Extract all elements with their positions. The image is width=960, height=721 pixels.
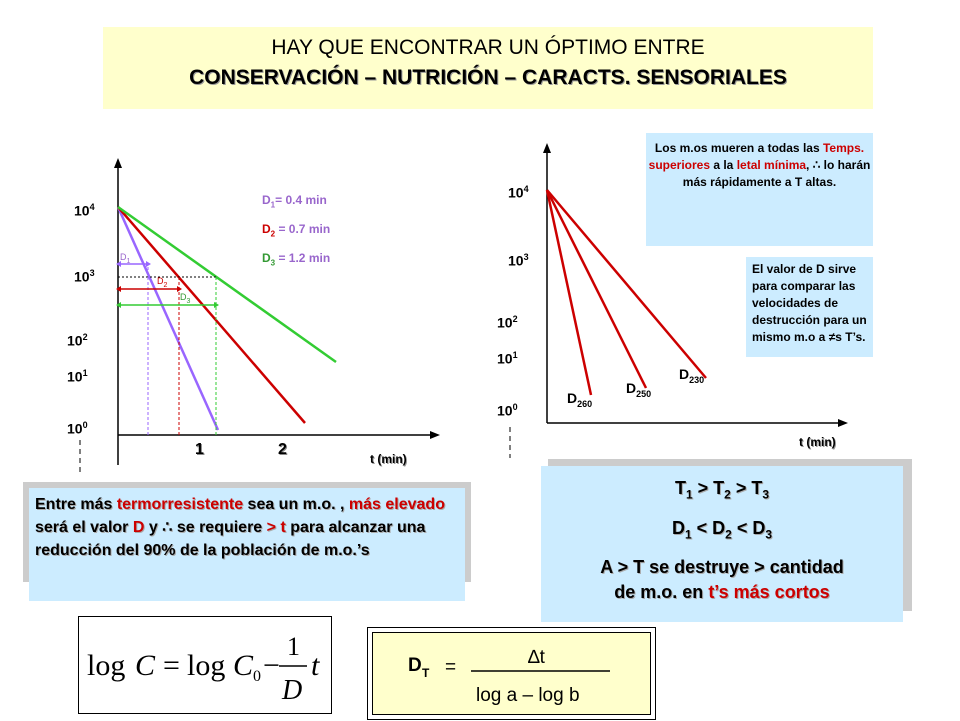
svg-text:=: = — [445, 657, 457, 678]
svg-text:∆t: ∆t — [528, 647, 545, 668]
svg-text:t: t — [311, 649, 320, 682]
info-box-temperatures: Los m.os mueren a todas las Temps. superiores a la letal mínima, ∴ lo harán más rápidamente a T altas. — [646, 133, 873, 246]
left-ytick-10-2: $10^2$ — [67, 332, 88, 349]
svg-text:C: C — [135, 649, 156, 682]
right-y-axis-arrow — [543, 143, 551, 153]
svg-text:log a – log b: log a – log b — [476, 685, 580, 706]
right-ytick-10-2: $10^2$ — [497, 314, 518, 331]
d3-mark: $D_3$ — [180, 292, 191, 305]
legend-d3: $D_3 = 1.2$ min — [262, 251, 331, 268]
temp-order: $T_1 > T_2 > T_3$ — [674, 478, 770, 502]
right-ytick-10-3: $10^3$ — [508, 252, 529, 269]
title-banner — [103, 27, 873, 109]
label-d230: $D_{230}$ — [679, 366, 705, 385]
right-x-axis-label: t (min) — [799, 435, 836, 449]
left-note: Entre más termorresistente sea un m.o. , más elevado será el valor D y ∴ se requiere > t para alcanzar una reducción del 90% de la población de m.o.’s — [29, 488, 465, 601]
line-d2 — [118, 207, 305, 423]
svg-text:T: T — [422, 666, 430, 680]
svg-text:D: D — [408, 655, 422, 676]
legend-d2: $D_2 = 0.7$ min — [262, 222, 331, 239]
dt-formula-box — [367, 627, 656, 720]
line-d260 — [547, 190, 591, 395]
right-ytick-10-4: $10^4$ — [508, 184, 529, 201]
svg-text:0: 0 — [253, 668, 261, 685]
svg-text:D: D — [282, 675, 303, 706]
svg-text:=: = — [163, 649, 180, 682]
left-xtick-2: 2 — [278, 441, 287, 458]
log-formula-box — [78, 616, 332, 714]
d1-mark: $D_1$ — [120, 252, 131, 265]
right-ytick-10-1: $10^1$ — [497, 350, 518, 367]
svg-text:C: C — [233, 649, 254, 682]
left-ytick-10-0: $10^0$ — [67, 420, 88, 437]
left-ytick-10-3: $10^3$ — [74, 268, 95, 285]
left-x-axis-label: t (min) — [370, 452, 407, 466]
left-ytick-10-4: $10^4$ — [74, 202, 95, 219]
svg-text:1: 1 — [287, 632, 300, 661]
d-order: $D_1 < D_2 < D_3$ — [671, 517, 773, 542]
info-box-d-value: El valor de D sirve para comparar las velocidades de destrucción para un mismo m.o a ≠s T’s. — [746, 257, 873, 357]
d2-mark: $D_2$ — [157, 276, 168, 289]
right-x-axis-arrow — [838, 419, 848, 427]
conclusion-line-2: de m.o. en t’s más cortos — [614, 582, 830, 603]
svg-text:log: log — [87, 649, 126, 682]
title-line-1: HAY QUE ENCONTRAR UN ÓPTIMO ENTRE — [271, 36, 705, 59]
left-xtick-1: 1 — [195, 441, 204, 458]
left-ytick-10-1: $10^1$ — [67, 368, 88, 385]
right-note — [541, 466, 903, 622]
log-formula — [79, 617, 331, 713]
left-y-axis-arrow — [114, 158, 122, 168]
svg-text:−: − — [263, 649, 280, 682]
dt-formula — [373, 633, 652, 716]
svg-text:log: log — [187, 649, 226, 682]
title-line-2: CONSERVACIÓN – NUTRICIÓN – CARACTS. SENSORIALES — [189, 66, 787, 89]
legend-d1: $D_1= 0.4$ min — [262, 193, 327, 210]
label-d260: $D_{260}$ — [567, 390, 593, 409]
dt-formula-inner — [372, 632, 651, 715]
right-ytick-10-0: $10^0$ — [497, 402, 518, 419]
conclusion-line-1: A > T se destruye > cantidad — [600, 557, 844, 578]
left-x-axis-arrow — [430, 431, 440, 439]
label-d250: $D_{250}$ — [626, 380, 652, 399]
line-d1 — [118, 207, 218, 430]
